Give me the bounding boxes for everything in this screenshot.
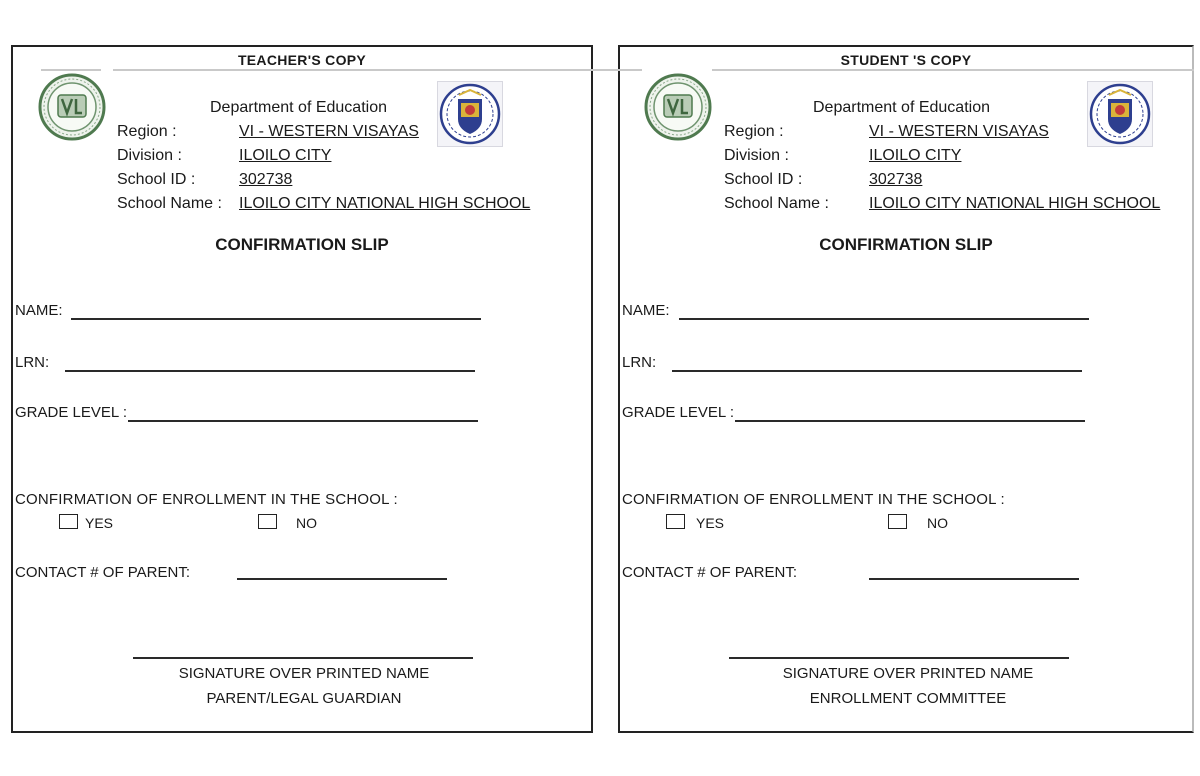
school-name-value: ILOILO CITY NATIONAL HIGH SCHOOL: [239, 195, 531, 212]
region-value: VI - WESTERN VISAYAS: [869, 123, 1049, 140]
division-value: ILOILO CITY: [869, 147, 962, 164]
yes-label: YES: [696, 515, 725, 531]
yes-checkbox[interactable]: [666, 514, 685, 529]
department-name: Department of Education: [210, 99, 387, 116]
name-label: NAME:: [15, 302, 63, 319]
no-label: NO: [296, 515, 317, 531]
lrn-line[interactable]: [65, 370, 475, 372]
school-seal-icon: [36, 73, 108, 141]
signature-label: SIGNATURE OVER PRINTED NAME: [782, 665, 1034, 682]
lrn-label: LRN:: [622, 354, 657, 371]
header-rule: [41, 69, 101, 71]
contact-label: CONTACT # OF PARENT:: [15, 564, 191, 581]
grade-level-line[interactable]: [128, 420, 478, 422]
contact-label: CONTACT # OF PARENT:: [622, 564, 798, 581]
no-checkbox[interactable]: [258, 514, 277, 529]
region-value: VI - WESTERN VISAYAS: [239, 123, 419, 140]
grade-level-label: GRADE LEVEL :: [622, 404, 734, 421]
name-label: NAME:: [622, 302, 670, 319]
division-label: Division :: [117, 147, 182, 164]
header-rule: [592, 69, 642, 71]
school-id-value: 302738: [869, 171, 923, 188]
grade-level-line[interactable]: [735, 420, 1085, 422]
region-label: Region :: [724, 123, 784, 140]
department-name: Department of Education: [813, 99, 990, 116]
header-rule: [712, 69, 1194, 71]
slip-title: CONFIRMATION SLIP: [215, 235, 389, 254]
school-name-label: School Name :: [724, 195, 829, 212]
school-seal-icon: [642, 73, 714, 141]
signature-line[interactable]: [729, 657, 1069, 659]
no-checkbox[interactable]: [888, 514, 907, 529]
signature-line[interactable]: [133, 657, 473, 659]
contact-line[interactable]: [237, 578, 447, 580]
contact-line[interactable]: [869, 578, 1079, 580]
division-label: Division :: [724, 147, 789, 164]
copy-title: STUDENT 'S COPY: [840, 52, 972, 68]
student-copy-slip: [618, 45, 1194, 733]
confirmation-label: CONFIRMATION OF ENROLLMENT IN THE SCHOOL :: [622, 491, 1005, 508]
region-label: Region :: [117, 123, 177, 140]
division-value: ILOILO CITY: [239, 147, 332, 164]
school-id-value: 302738: [239, 171, 293, 188]
slip-title: CONFIRMATION SLIP: [819, 235, 993, 254]
no-label: NO: [927, 515, 948, 531]
name-line[interactable]: [679, 318, 1089, 320]
grade-level-label: GRADE LEVEL :: [15, 404, 127, 421]
header-rule: [113, 69, 593, 71]
name-line[interactable]: [71, 318, 481, 320]
signatory-label: ENROLLMENT COMMITTEE: [809, 690, 1007, 707]
school-id-label: School ID :: [117, 171, 196, 188]
lrn-label: LRN:: [15, 354, 50, 371]
signature-label: SIGNATURE OVER PRINTED NAME: [178, 665, 430, 682]
teacher-copy-slip: [11, 45, 593, 733]
signatory-label: PARENT/LEGAL GUARDIAN: [206, 690, 402, 707]
lrn-line[interactable]: [672, 370, 1082, 372]
deped-logo-icon: [437, 81, 503, 147]
school-id-label: School ID :: [724, 171, 803, 188]
confirmation-label: CONFIRMATION OF ENROLLMENT IN THE SCHOOL :: [15, 491, 398, 508]
school-name-label: School Name :: [117, 195, 222, 212]
copy-title: TEACHER'S COPY: [237, 52, 367, 68]
school-name-value: ILOILO CITY NATIONAL HIGH SCHOOL: [869, 195, 1161, 212]
yes-checkbox[interactable]: [59, 514, 78, 529]
deped-logo-icon: [1087, 81, 1153, 147]
yes-label: YES: [85, 515, 114, 531]
